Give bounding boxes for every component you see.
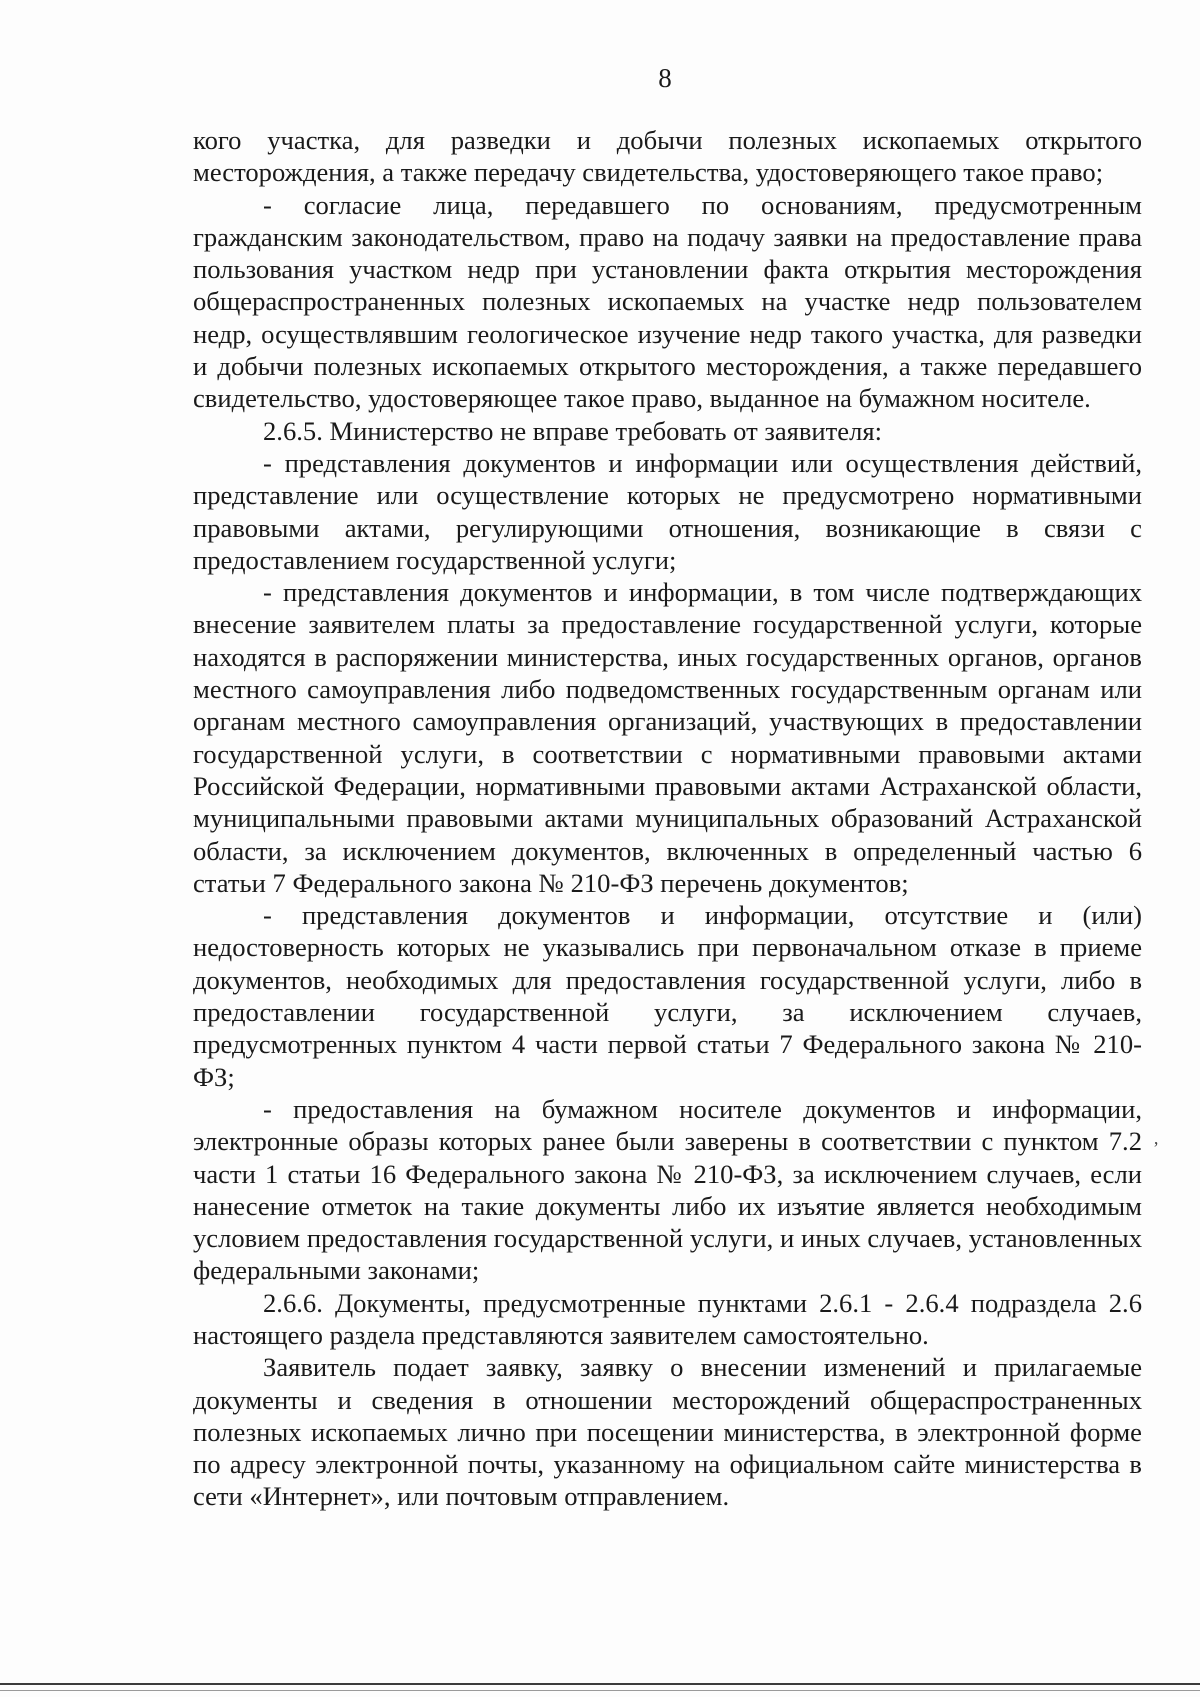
- scan-bottom-edge: [0, 1683, 1200, 1685]
- scan-speck: ʼ: [1153, 1138, 1159, 1158]
- paragraph-continuation: кого участка, для разведки и добычи полезных ископаемых открытого месторождения, а также передачу свидетельства, удостоверяющего такое право;: [193, 125, 1142, 188]
- scan-bottom-edge-shadow: [0, 1690, 1200, 1691]
- paragraph-item-3: - представления документов и информации, отсутствие и (или) недостоверность которых не указывались при первоначальном отказе в приеме документов, необходимых для предоставления государственной услуги, либо в предоставлении государственной услуги, за исключением случаев, предусмотренных пунктом 4 части первой статьи 7 Федерального закона № 210-ФЗ;: [193, 900, 1142, 1092]
- paragraph-applicant: Заявитель подает заявку, заявку о внесении изменений и прилагаемые документы и сведения в отношении месторождений общераспространенных полезных ископаемых лично при посещении министерства, в электронной форме по адресу электронной почты, указанному на официальном сайте министерства в сети «Интернет», или почтовым отправлением.: [193, 1352, 1142, 1512]
- page-number: 8: [658, 63, 672, 93]
- paragraph-item-1: - представления документов и информации или осуществления действий, представление или осуществление которых не предусмотрено нормативными правовыми актами, регулирующими отношения, возникающие в связи с предоставлением государственной услуги;: [193, 447, 1142, 575]
- body-text: [193, 124, 1142, 1513]
- paragraph-item-2: - представления документов и информации, в том числе подтверждающих внесение заявителем платы за предоставление государственной услуги, которые находятся в распоряжении министерства, иных государственных органов, органов местного самоуправления либо подведомственных государственным органам или органам местного самоуправления организаций, участвующих в предоставлении государственной услуги, в соответствии с нормативными правовыми актами Российской Федерации, нормативными правовыми актами Астраханской области, муниципальными правовыми актами муниципальных образований Астраханской области, за исключением документов, включенных в определенный частью 6 статьи 7 Федерального закона № 210-ФЗ перечень документов;: [193, 577, 1142, 898]
- paragraph-2-6-5: 2.6.5. Министерство не вправе требовать от заявителя:: [263, 415, 882, 446]
- paragraph-item-4: - предоставления на бумажном носителе документов и информации, электронные образы которых ранее были заверены в соответствии с пунктом 7.2 части 1 статьи 16 Федерального закона № 210-ФЗ, за исключением случаев, если нанесение отметок на такие документы либо их изъятие является необходимым условием предоставления государственной услуги, и иных случаев, установленных федеральными законами;: [193, 1093, 1142, 1286]
- paragraph-consent: - согласие лица, передавшего по основаниям, предусмотренным гражданским законодательством, право на подачу заявки на предоставление права пользования участком недр при установлении факта открытия месторождения общераспространенных полезных ископаемых на участке недр пользователем недр, осуществлявшим геологическое изучение недр такого участка, для разведки и добычи полезных ископаемых открытого месторождения, а также передавшего свидетельство, удостоверяющее такое право, выданное на бумажном носителе.: [193, 189, 1142, 414]
- paragraph-2-6-6: 2.6.6. Документы, предусмотренные пунктами 2.6.1 - 2.6.4 подраздела 2.6 настоящего раздела представляются заявителем самостоятельно.: [193, 1287, 1142, 1350]
